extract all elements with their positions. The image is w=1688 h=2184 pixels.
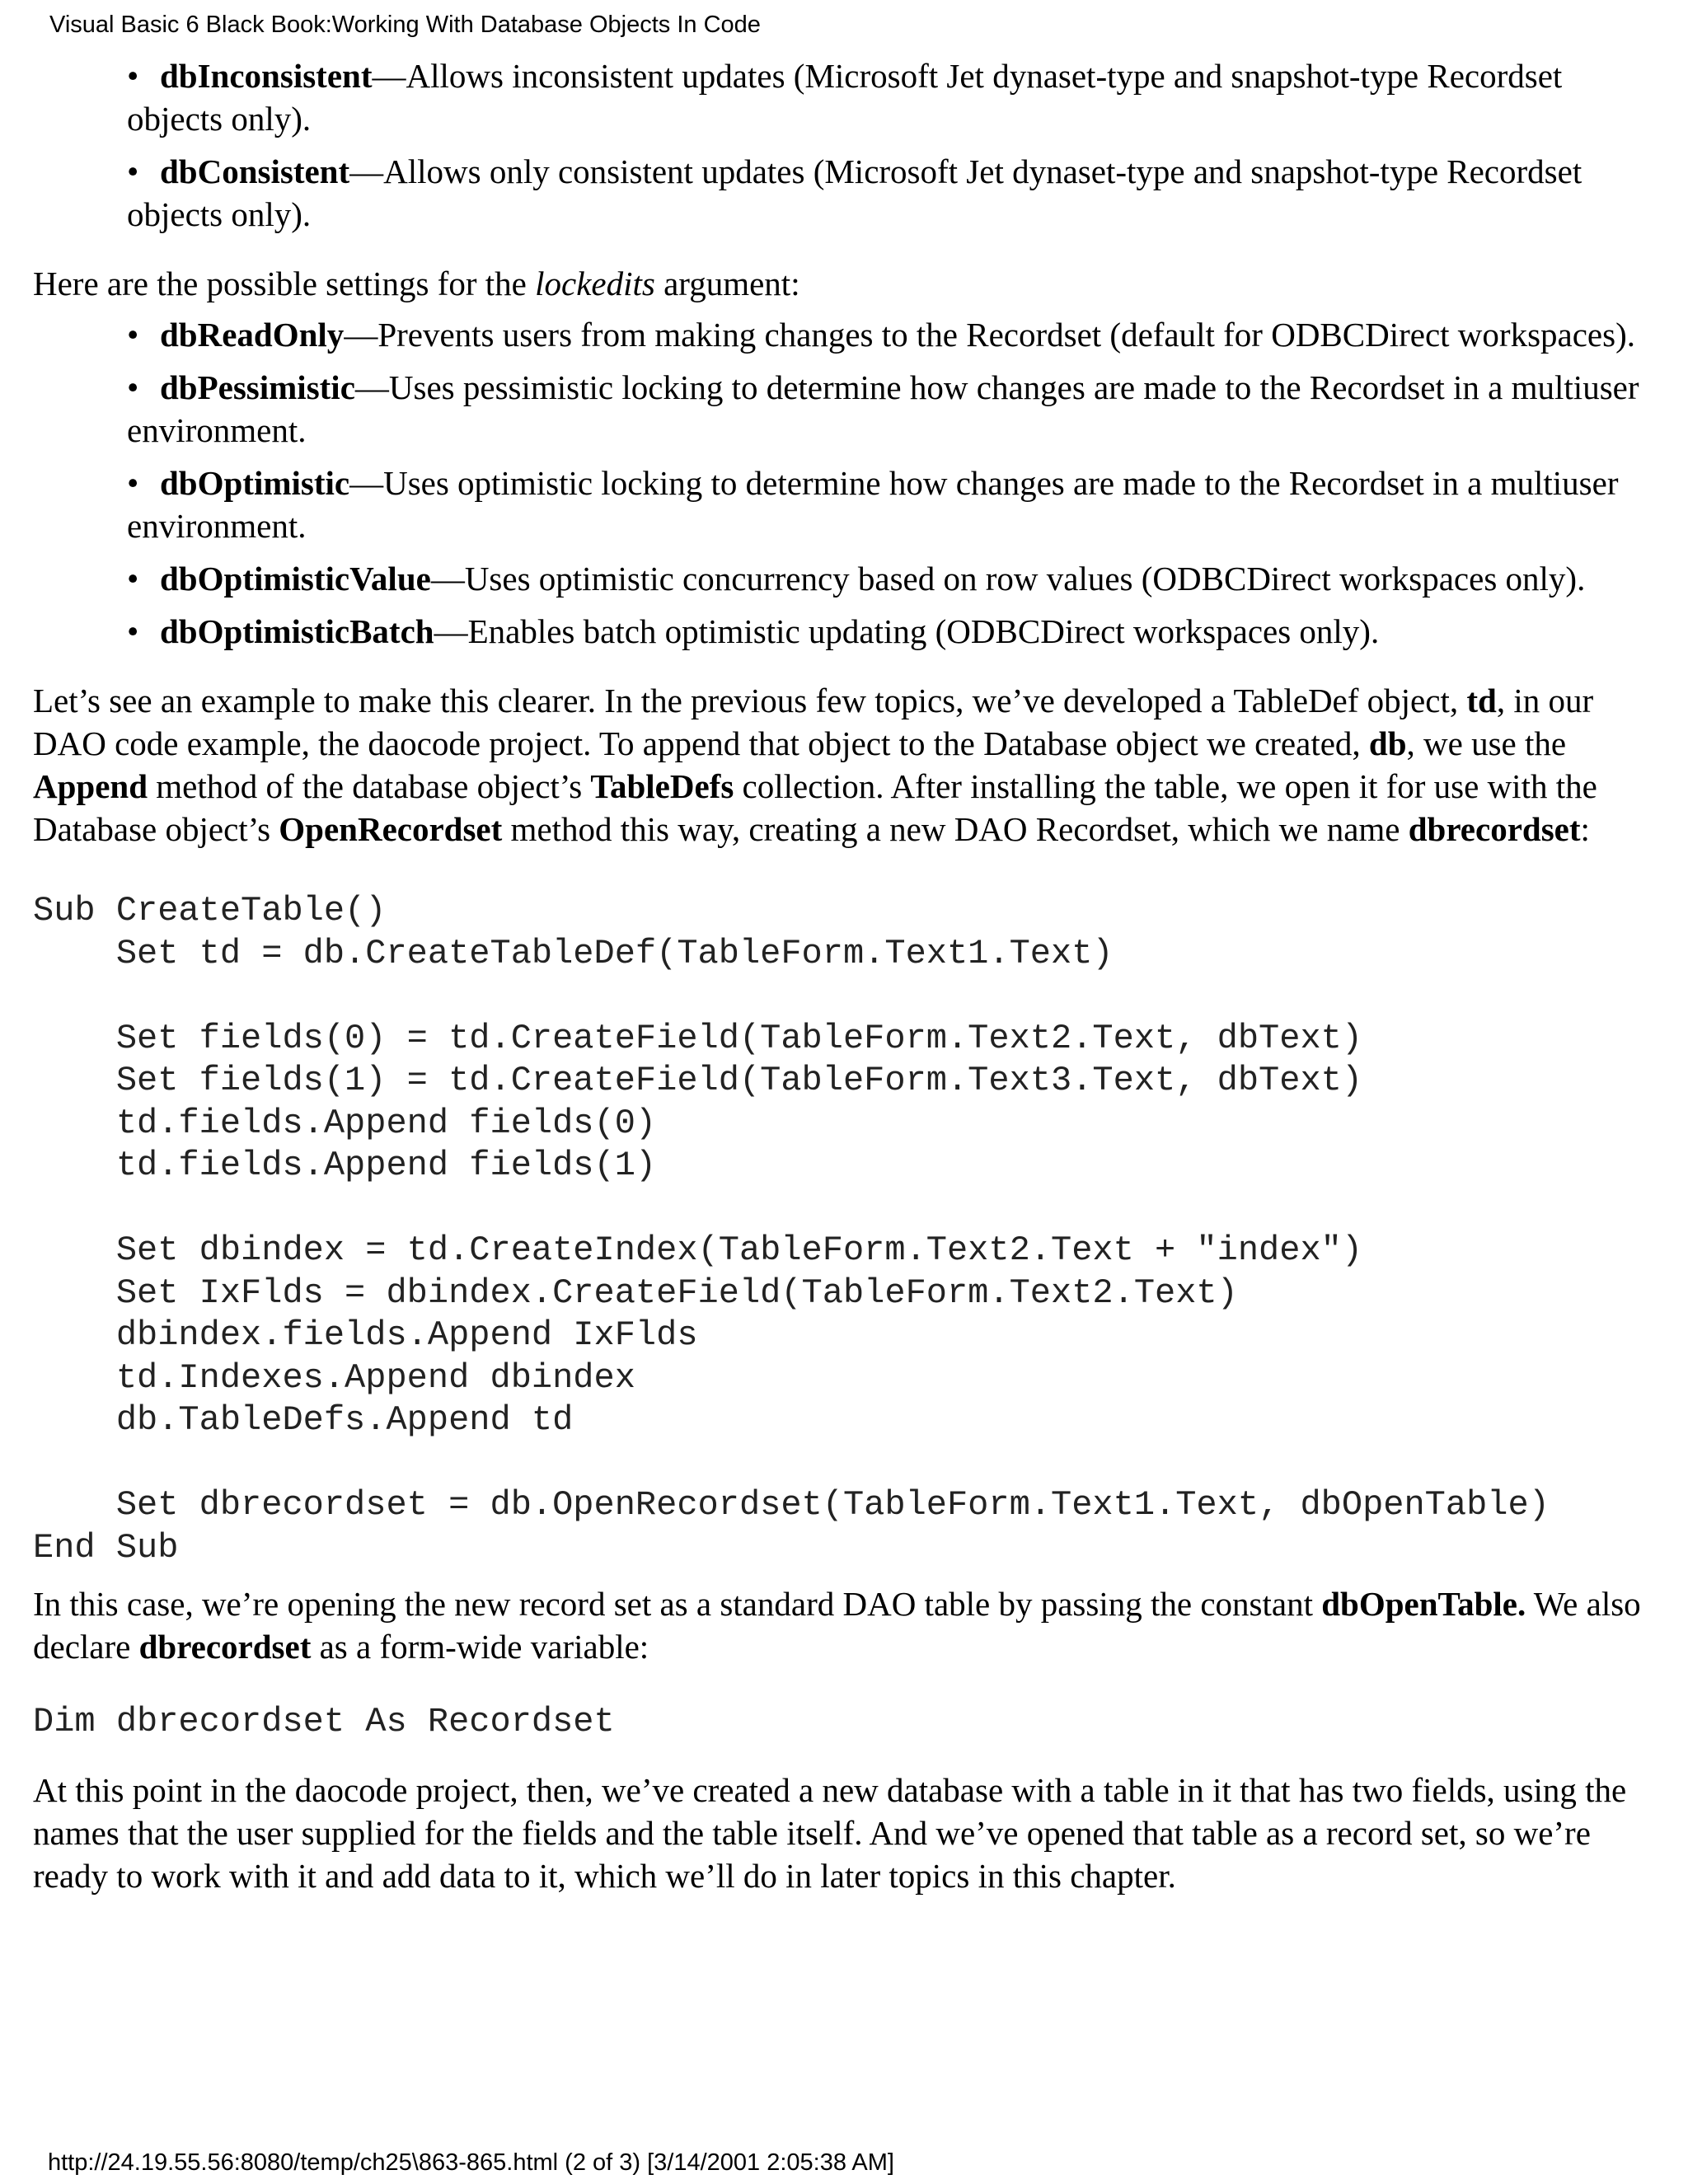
list-item [127,54,1661,140]
paragraph-text: method this way, creating a new DAO Recordset, which we name [502,810,1409,848]
bold-identifier: dbOpenTable. [1321,1585,1526,1623]
bold-identifier: OpenRecordset [279,810,503,848]
lockedits-intro [33,262,1661,305]
argument-name: lockedits [535,265,655,302]
constant-term: dbPessimistic [160,368,355,406]
constant-description: —Uses pessimistic locking to determine how changes are made to the Recordset in a multiuser environment. [127,368,1639,449]
list-item [127,557,1661,600]
list-item [127,313,1661,356]
bold-identifier: db [1368,724,1407,762]
bold-identifier: dbrecordset [138,1628,312,1666]
lockedits-list [33,313,1661,653]
code-block-create-table: Sub CreateTable() Set td = db.CreateTableDef(TableForm.Text1.Text) Set fields(0) = td.CreateField(TableForm.Text2.Text, dbText) Set fields(1) = td.CreateField(TableForm.Text3.Text, dbText) td.fields.Append fields(0) td.fields.Append fields(1) Set dbindex = td.CreateIndex(TableForm.Text2.Text + "index") Set IxFlds = dbindex.CreateField(TableForm.Text2.Text) dbindex.fields.Append IxFlds td.Indexes.Append dbindex db.TableDefs.Append td Set dbrecordset = db.OpenRecordset(TableForm.Text1.Text, dbOpenTable) End Sub [33,891,1550,1568]
bullet-icon: • [127,316,139,354]
paragraph-text: : [1580,810,1590,848]
constant-description: —Enables batch optimistic updating (ODBCDirect workspaces only). [434,612,1380,650]
paragraph-text: method of the database object’s [148,767,591,805]
paragraph-text: collection. After installing the table, we open it for use with the Database object’s [33,767,1597,848]
page-header: Visual Basic 6 Black Book:Working With Database Objects In Code [49,12,761,38]
list-item [127,366,1661,452]
constant-term: dbOptimistic [160,464,350,502]
constant-term: dbInconsistent [160,57,373,95]
paragraph-text: as a form-wide variable: [311,1628,649,1666]
constant-description: —Prevents users from making changes to the Recordset (default for ODBCDirect workspaces). [344,316,1635,354]
constant-description: —Allows inconsistent updates (Microsoft Jet dynaset-type and snapshot-type Recordset objects only). [127,57,1563,138]
bullet-icon: • [127,612,139,650]
page-footer: http://24.19.55.56:8080/temp/ch25\863-865.html (2 of 3) [3/14/2001 2:05:38 AM] [48,2149,894,2176]
bullet-icon: • [127,368,139,406]
bold-identifier: td [1466,682,1497,719]
bullet-icon: • [127,464,139,502]
bold-identifier: TableDefs [590,767,734,805]
constant-description: —Uses optimistic locking to determine how changes are made to the Recordset in a multiuser environment. [127,464,1619,545]
list-item [127,150,1661,236]
options-list [33,54,1661,236]
case-paragraph [33,1582,1661,1668]
paragraph-text: In this case, we’re opening the new record set as a standard DAO table by passing the constant [33,1585,1322,1623]
bold-identifier: dbrecordset [1408,810,1581,848]
intro-text: Here are the possible settings for the [33,265,536,302]
paragraph-text: , in our DAO code example, the daocode project. To append that object to the Database object we created, [33,682,1594,762]
intro-text: argument: [654,265,800,302]
constant-description: —Uses optimistic concurrency based on row values (ODBCDirect workspaces only). [430,560,1586,598]
bullet-icon: • [127,57,139,95]
bold-identifier: Append [33,767,148,805]
paragraph-text: We also declare [33,1585,1641,1666]
example-paragraph [33,679,1661,851]
paragraph-text: Let’s see an example to make this clearer. In the previous few topics, we’ve developed a TableDef object, [33,682,1467,719]
constant-term: dbOptimisticBatch [160,612,434,650]
list-item [127,610,1661,653]
constant-term: dbOptimisticValue [160,560,431,598]
constant-term: dbConsistent [160,152,350,190]
final-paragraph: At this point in the daocode project, then, we’ve created a new database with a table in it that has two fields, using the names that the user supplied for the fields and the table itself. And we’ve opened that table as a record set, so we’re ready to work with it and add data to it, which we’ll do in later topics in this chapter. [33,1770,1627,1895]
constant-description: —Allows only consistent updates (Microsoft Jet dynaset-type and snapshot-type Recordset objects only). [127,152,1582,233]
document-body [33,54,1661,1924]
paragraph-text: , we use the [1406,724,1567,762]
bullet-icon: • [127,152,139,190]
code-block-dim: Dim dbrecordset As Recordset [33,1702,615,1741]
bullet-icon: • [127,560,139,598]
constant-term: dbReadOnly [160,316,345,354]
list-item [127,462,1661,547]
